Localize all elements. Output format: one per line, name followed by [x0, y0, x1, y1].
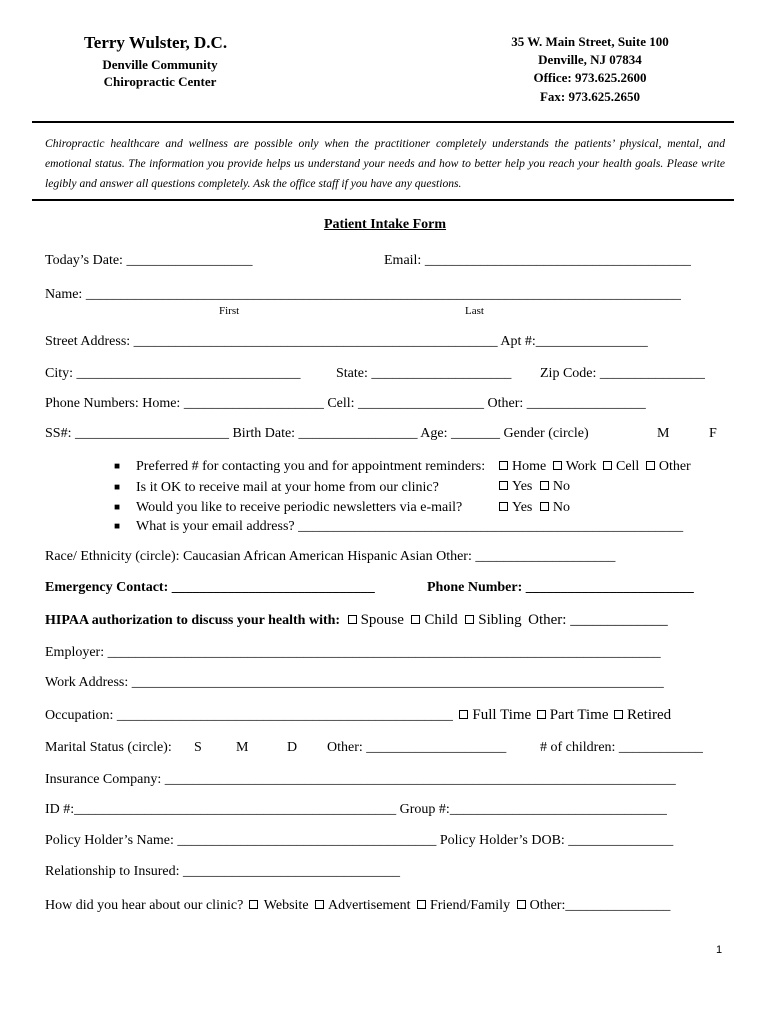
checkbox-icon[interactable]: [417, 900, 426, 909]
option-retired: Retired: [627, 707, 672, 723]
checkbox-icon[interactable]: [465, 615, 474, 624]
option-no: No: [552, 479, 570, 494]
clinic-name-line2: Chiropractic Center: [103, 74, 217, 89]
checkbox-icon[interactable]: [646, 461, 655, 470]
option-sibling: Sibling: [478, 612, 522, 628]
checkbox-icon[interactable]: [348, 615, 357, 624]
option-full-time: Full Time: [472, 707, 532, 723]
option-cell: Cell: [615, 459, 640, 474]
policy-holder-field[interactable]: Policy Holder’s Name: _____________________________________ Policy Holder’s DOB: _______________: [45, 833, 674, 848]
mail-ok-options[interactable]: [499, 479, 570, 495]
employer-field[interactable]: Employer: _______________________________________________________________________________: [45, 645, 661, 660]
option-home: Home: [512, 459, 547, 474]
checkbox-icon[interactable]: [411, 615, 420, 624]
checkbox-icon[interactable]: [499, 502, 508, 511]
option-no: No: [552, 500, 570, 515]
checkbox-icon[interactable]: [499, 461, 508, 470]
insurance-company-field[interactable]: Insurance Company: _________________________________________________________________________: [45, 772, 676, 787]
option-child: Child: [424, 612, 458, 628]
checkbox-icon[interactable]: [537, 710, 546, 719]
phone-numbers-field[interactable]: Phone Numbers: Home: ____________________ Cell: __________________ Other: _________________: [45, 396, 646, 411]
preferred-contact-options[interactable]: [499, 459, 691, 475]
option-yes: Yes: [512, 500, 533, 515]
todays-date-field[interactable]: Today’s Date: __________________: [45, 253, 253, 268]
preferred-contact-question: Preferred # for contacting you and for appointment reminders:: [136, 459, 486, 474]
hipaa-label: HIPAA authorization to discuss your health with:: [45, 613, 341, 628]
hipaa-other-field[interactable]: Other: _____________: [528, 612, 668, 628]
marital-option-s[interactable]: S: [194, 740, 202, 755]
referral-source-row[interactable]: [45, 898, 670, 914]
option-part-time: Part Time: [549, 707, 609, 723]
checkbox-icon[interactable]: [249, 900, 258, 909]
bullet-icon: ■: [114, 482, 121, 493]
intro-rule: [32, 199, 734, 201]
checkbox-icon[interactable]: [517, 900, 526, 909]
bullet-icon: ■: [114, 521, 121, 532]
city-field[interactable]: City: ________________________________: [45, 366, 301, 381]
newsletter-question: Would you like to receive periodic newsletters via e-mail?: [136, 500, 463, 515]
clinic-name-line1: Denville Community: [102, 57, 218, 72]
checkbox-icon[interactable]: [603, 461, 612, 470]
email-field[interactable]: Email: ______________________________________: [384, 253, 691, 268]
checkbox-icon[interactable]: [540, 502, 549, 511]
option-advertisement: Advertisement: [328, 898, 411, 913]
first-name-caption: First: [219, 305, 240, 317]
gender-option-m[interactable]: M: [657, 426, 670, 441]
option-work: Work: [565, 459, 597, 474]
checkbox-icon[interactable]: [553, 461, 562, 470]
relationship-to-insured-field[interactable]: Relationship to Insured: _______________________________: [45, 864, 401, 879]
address-line2: Denville, NJ 07834: [538, 52, 642, 67]
checkbox-icon[interactable]: [499, 481, 508, 490]
option-yes: Yes: [512, 479, 533, 494]
fax-number: Fax: 973.625.2650: [539, 89, 641, 104]
name-field[interactable]: Name: _____________________________________________________________________________________: [45, 287, 681, 302]
doctor-name: Terry Wulster, D.C.: [84, 33, 228, 52]
zip-code-field[interactable]: Zip Code: _______________: [540, 366, 705, 381]
occupation-row[interactable]: [45, 707, 671, 724]
checkbox-icon[interactable]: [315, 900, 324, 909]
mail-ok-question: Is it OK to receive mail at your home from our clinic?: [136, 480, 439, 495]
referral-other-field[interactable]: Other:_______________: [529, 898, 671, 913]
intro-paragraph: Chiropractic healthcare and wellness are possible only when the practitioner completely understands the patients’ physical, mental, and emotional status. The information you provide helps us understand your needs and how to better help you reach your health goals. Please write legibly and answer all questions completely. Ask the office staff if you have any questions.: [45, 137, 725, 190]
option-website: Website: [263, 898, 309, 913]
street-address-field[interactable]: Street Address: ____________________________________________________ Apt #:________________: [45, 334, 648, 349]
id-group-field[interactable]: ID #:______________________________________________ Group #:_______________________________: [45, 802, 667, 817]
marital-option-d[interactable]: D: [287, 740, 298, 755]
work-address-field[interactable]: Work Address: ____________________________________________________________________________: [45, 675, 664, 690]
option-friend-family: Friend/Family: [429, 898, 511, 913]
header-rule: [32, 121, 734, 123]
marital-status-label: Marital Status (circle):: [45, 740, 172, 755]
race-ethnicity-field[interactable]: Race/ Ethnicity (circle): Caucasian African American Hispanic Asian Other: ____________________: [45, 549, 616, 564]
gender-option-f[interactable]: F: [709, 426, 717, 441]
option-other: Other: [658, 459, 691, 474]
number-of-children-field[interactable]: # of children: ____________: [540, 740, 703, 755]
checkbox-icon[interactable]: [459, 710, 468, 719]
emergency-phone-field[interactable]: Phone Number: ________________________: [427, 580, 694, 595]
form-title: Patient Intake Form: [323, 217, 447, 232]
checkbox-icon[interactable]: [540, 481, 549, 490]
email-address-question[interactable]: What is your email address? _______________________________________________________: [136, 519, 684, 534]
checkbox-icon[interactable]: [614, 710, 623, 719]
newsletter-options[interactable]: [499, 500, 570, 516]
emergency-contact-field[interactable]: Emergency Contact: _____________________________: [45, 580, 375, 595]
marital-other-field[interactable]: Other: ____________________: [327, 740, 507, 755]
occupation-field[interactable]: Occupation: ________________________________________________: [45, 708, 453, 723]
state-field[interactable]: State: ____________________: [336, 366, 512, 381]
ssn-birthdate-age-field[interactable]: SS#: ______________________ Birth Date: _________________ Age: _______ Gender (circle): [45, 426, 589, 441]
bullet-icon: ■: [114, 461, 121, 472]
page-number: 1: [716, 944, 723, 956]
bullet-icon: ■: [114, 502, 121, 513]
marital-option-m[interactable]: M: [236, 740, 249, 755]
last-name-caption: Last: [465, 305, 484, 317]
referral-label: How did you hear about our clinic?: [45, 898, 244, 913]
option-spouse: Spouse: [360, 612, 404, 628]
hipaa-authorization-row[interactable]: [45, 612, 668, 629]
address-line1: 35 W. Main Street, Suite 100: [511, 34, 669, 49]
office-phone: Office: 973.625.2600: [533, 70, 647, 85]
